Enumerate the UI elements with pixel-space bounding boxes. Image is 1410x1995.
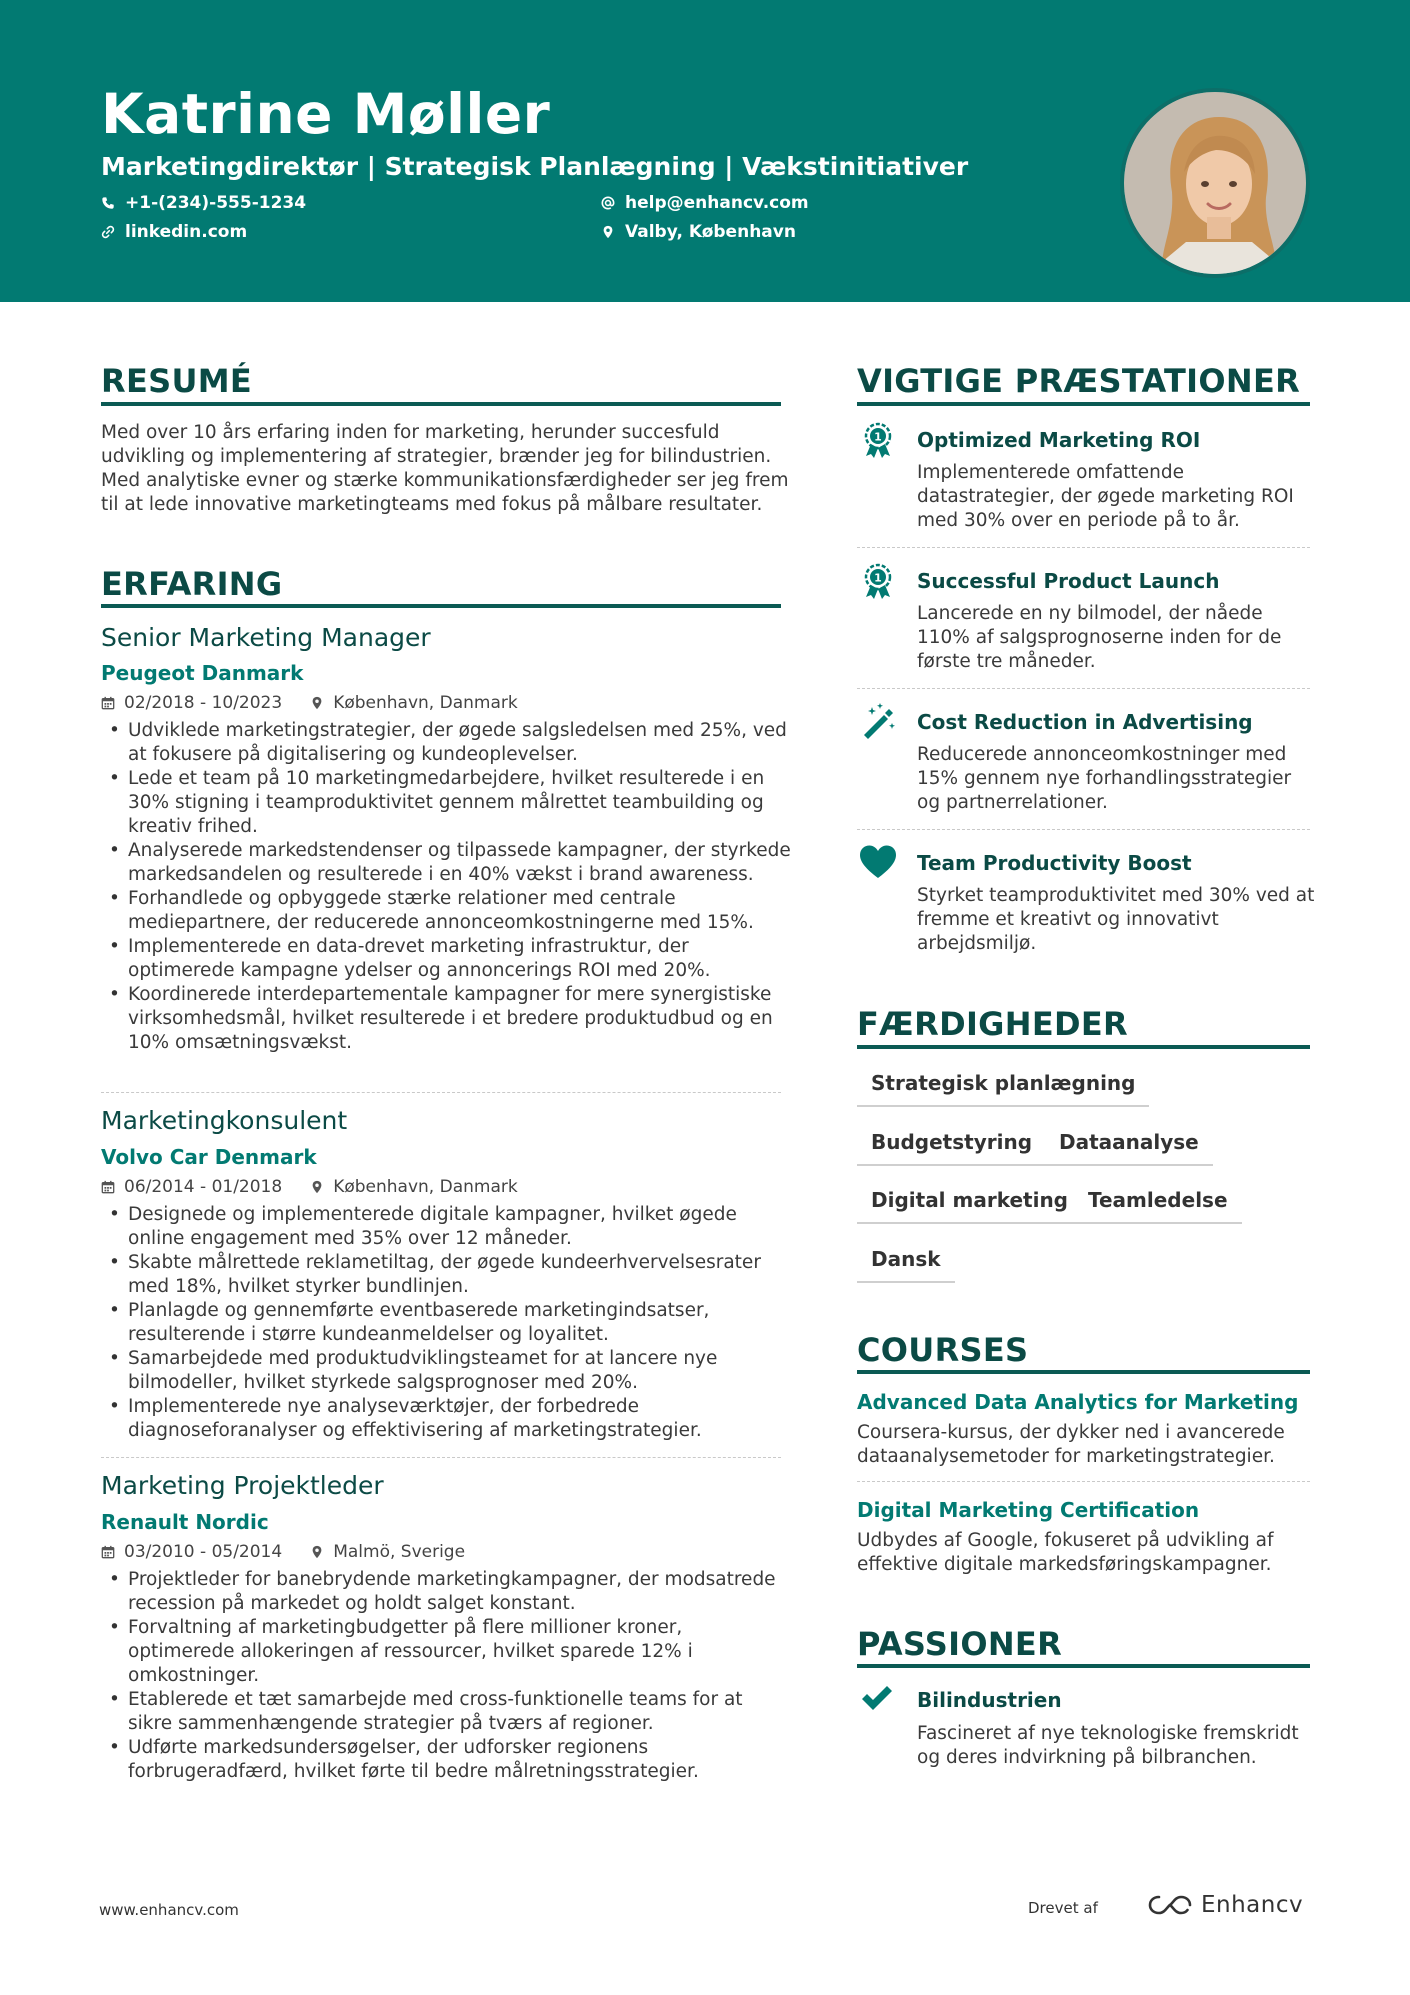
checkmark-icon [860, 1684, 894, 1714]
job-location: København, Danmark [333, 693, 518, 713]
courses-title: COURSES [857, 1331, 1029, 1369]
job-dates: 06/2014 - 01/2018 [124, 1177, 283, 1197]
skill-tag: Dataanalyse [1045, 1125, 1213, 1166]
job-location: København, Danmark [333, 1177, 518, 1197]
award-ribbon-icon [858, 561, 898, 601]
job-role: Marketingkonsulent [101, 1106, 348, 1135]
course-desc: Udbydes af Google, fokuseret på udvikling af effektive digitale markedsføringskampagner. [857, 1530, 1274, 1575]
heart-icon [858, 843, 898, 883]
profile-photo [1120, 88, 1310, 278]
achievement-title: Successful Product Launch [917, 569, 1220, 593]
job-role: Marketing Projektleder [101, 1471, 384, 1500]
at-icon [601, 196, 615, 210]
job-meta [101, 1177, 518, 1197]
footer-brand [1147, 1892, 1303, 1918]
summary-text: Med over 10 års erfaring inden for marketing, herunder succesfuld udvikling og implementering af strategier, brænder jeg for bilindustrien. Med analytiske evner og stærke kommunikationsfærdigheder ser jeg frem til at lede innovative marketingteams med fokus på målbare resultater. [101, 422, 789, 515]
list-item: • Analyserede markedstendenser og tilpassede kampagner, der styrkede markedsandelen og resulterede i en 40% vækst i brand awareness. [101, 839, 791, 887]
footer-powered-by: Drevet af [1028, 1899, 1098, 1917]
skill-tag: Digital marketing [857, 1183, 1082, 1224]
job-dates: 02/2018 - 10/2023 [124, 693, 283, 713]
award-ribbon-icon [858, 420, 898, 460]
location-pin-icon [310, 1545, 324, 1559]
job-company: Peugeot Danmark [101, 661, 304, 685]
list-item: • Lede et team på 10 marketingmedarbejdere, hvilket resulterede i en 30% stigning i teamproduktivitet gennem målrettet teambuilding og kreativ frihed. [101, 767, 791, 839]
headline: Marketingdirektør | Strategisk Planlægning | Vækstinitiativer [101, 152, 969, 181]
divider [857, 1481, 1310, 1482]
job-company: Volvo Car Denmark [101, 1145, 317, 1169]
job-bullets [101, 1203, 791, 1443]
list-item: • Etablerede et tæt samarbejde med cross-funktionelle teams for at sikre sammenhængende strategier på tværs af regioner. [101, 1688, 791, 1736]
skills-rule [857, 1045, 1310, 1049]
contact-linkedin[interactable] [101, 222, 247, 242]
contact-email[interactable] [601, 193, 809, 213]
linkedin-text: linkedin.com [125, 222, 248, 242]
skills-title: FÆRDIGHEDER [857, 1005, 1128, 1043]
achievement-title: Optimized Marketing ROI [917, 428, 1201, 452]
header-banner [0, 0, 1410, 302]
link-icon [101, 225, 115, 239]
divider [101, 1092, 781, 1093]
course-title: Advanced Data Analytics for Marketing [857, 1390, 1299, 1414]
passion-desc: Fascineret af nye teknologiske fremskridt og deres indvirkning på bilbranchen. [917, 1723, 1299, 1768]
job-meta [101, 693, 518, 713]
list-item: • Implementerede nye analyseværktøjer, der forbedrede diagnoseforanalyser og effektivisering af marketingstrategier. [101, 1395, 791, 1443]
job-company: Renault Nordic [101, 1510, 269, 1534]
passion-title: Bilindustrien [917, 1688, 1062, 1712]
achievement-desc: Styrket teamproduktivitet med 30% ved at fremme et kreativt og innovativt arbejdsmiljø. [917, 885, 1315, 954]
location-pin-icon [310, 696, 324, 710]
summary-title: RESUMÉ [101, 362, 253, 400]
skill-tag: Teamledelse [1074, 1183, 1242, 1224]
location-text: Valby, København [625, 222, 796, 242]
course-title: Digital Marketing Certification [857, 1498, 1200, 1522]
footer-url[interactable]: www.enhancv.com [99, 1901, 239, 1919]
list-item: • Implementerede en data-drevet marketing infrastruktur, der optimerede kampagne ydelser og annoncerings ROI med 20%. [101, 935, 791, 983]
achievements-rule [857, 402, 1310, 406]
job-location: Malmö, Sverige [333, 1542, 466, 1562]
calendar-icon [101, 1545, 115, 1559]
location-pin-icon [310, 1180, 324, 1194]
magic-wand-icon [858, 701, 898, 741]
achievements-title: VIGTIGE PRÆSTATIONER [857, 362, 1301, 400]
job-meta [101, 1542, 465, 1562]
skill-tag: Dansk [857, 1242, 955, 1283]
achievement-title: Team Productivity Boost [917, 851, 1192, 875]
footer-brand-name: Enhancv [1201, 1892, 1304, 1918]
list-item: • Samarbejdede med produktudviklingsteamet for at lancere nye bilmodeller, hvilket styrkede salgsprognoser med 20%. [101, 1347, 791, 1395]
passions-rule [857, 1664, 1310, 1668]
enhancv-logo-icon [1147, 1893, 1193, 1917]
list-item: • Udførte markedsundersøgelser, der udforsker regionens forbrugeradfærd, hvilket førte til bedre målretningsstrategier. [101, 1736, 791, 1784]
list-item: • Projektleder for banebrydende marketingkampagner, der modsatrede recession på markedet og holdt salget konstant. [101, 1568, 791, 1616]
divider [857, 547, 1310, 548]
divider [857, 829, 1310, 830]
svg-text:1: 1 [874, 571, 882, 585]
list-item: • Designede og implementerede digitale kampagner, hvilket øgede online engagement med 35% over 12 måneder. [101, 1203, 791, 1251]
divider [857, 688, 1310, 689]
achievement-desc: Lancerede en ny bilmodel, der nåede 110% af salgsprognoserne inden for de første tre måneder. [917, 603, 1282, 672]
job-bullets [101, 1568, 791, 1784]
courses-rule [857, 1370, 1310, 1374]
skill-tag: Strategisk planlægning [857, 1066, 1149, 1107]
experience-title: ERFARING [101, 565, 283, 603]
divider [101, 1457, 781, 1458]
list-item: • Koordinerede interdepartementale kampagner for mere synergistiske virksomhedsmål, hvilket resulterede i et bredere produktudbud og en 10% omsætningsvækst. [101, 983, 791, 1055]
location-pin-icon [601, 225, 615, 239]
contact-location [601, 222, 796, 242]
passions-title: PASSIONER [857, 1625, 1063, 1663]
job-role: Senior Marketing Manager [101, 623, 431, 652]
list-item: • Udviklede marketingstrategier, der øgede salgsledelsen med 25%, ved at fokusere på digitalisering og kundeoplevelser. [101, 719, 791, 767]
achievement-desc: Implementerede omfattende datastrategier, der øgede marketing ROI med 30% over en periode på to år. [917, 462, 1294, 531]
job-dates: 03/2010 - 05/2014 [124, 1542, 283, 1562]
calendar-icon [101, 1180, 115, 1194]
candidate-name: Katrine Møller [101, 82, 551, 146]
list-item: • Skabte målrettede reklametiltag, der øgede kundeerhvervelsesrater med 18%, hvilket styrker bundlinjen. [101, 1251, 791, 1299]
job-bullets [101, 719, 791, 1055]
achievement-desc: Reducerede annonceomkostninger med 15% gennem nye forhandlingsstrategier og partnerrelationer. [917, 744, 1292, 813]
contact-phone[interactable] [101, 193, 306, 213]
list-item: • Forvaltning af marketingbudgetter på flere millioner kroner, optimerede allokeringen af ressourcer, hvilket sparede 12% i omkostninger. [101, 1616, 791, 1688]
calendar-icon [101, 696, 115, 710]
course-desc: Coursera-kursus, der dykker ned i avancerede dataanalysemetoder for marketingstrategier. [857, 1422, 1285, 1467]
phone-text: +1-(234)-555-1234 [125, 193, 307, 213]
list-item: • Planlagde og gennemførte eventbaserede marketingindsatser, resulterende i større kundeanmeldelser og loyalitet. [101, 1299, 791, 1347]
skill-tag: Budgetstyring [857, 1125, 1046, 1166]
svg-text:1: 1 [874, 430, 882, 444]
email-text: help@enhancv.com [625, 193, 809, 213]
achievement-title: Cost Reduction in Advertising [917, 710, 1253, 734]
list-item: • Forhandlede og opbyggede stærke relationer med centrale mediepartnere, der reducerede annonceomkostningerne med 15%. [101, 887, 791, 935]
summary-rule [101, 402, 781, 406]
phone-icon [101, 196, 115, 210]
experience-rule [101, 604, 781, 608]
